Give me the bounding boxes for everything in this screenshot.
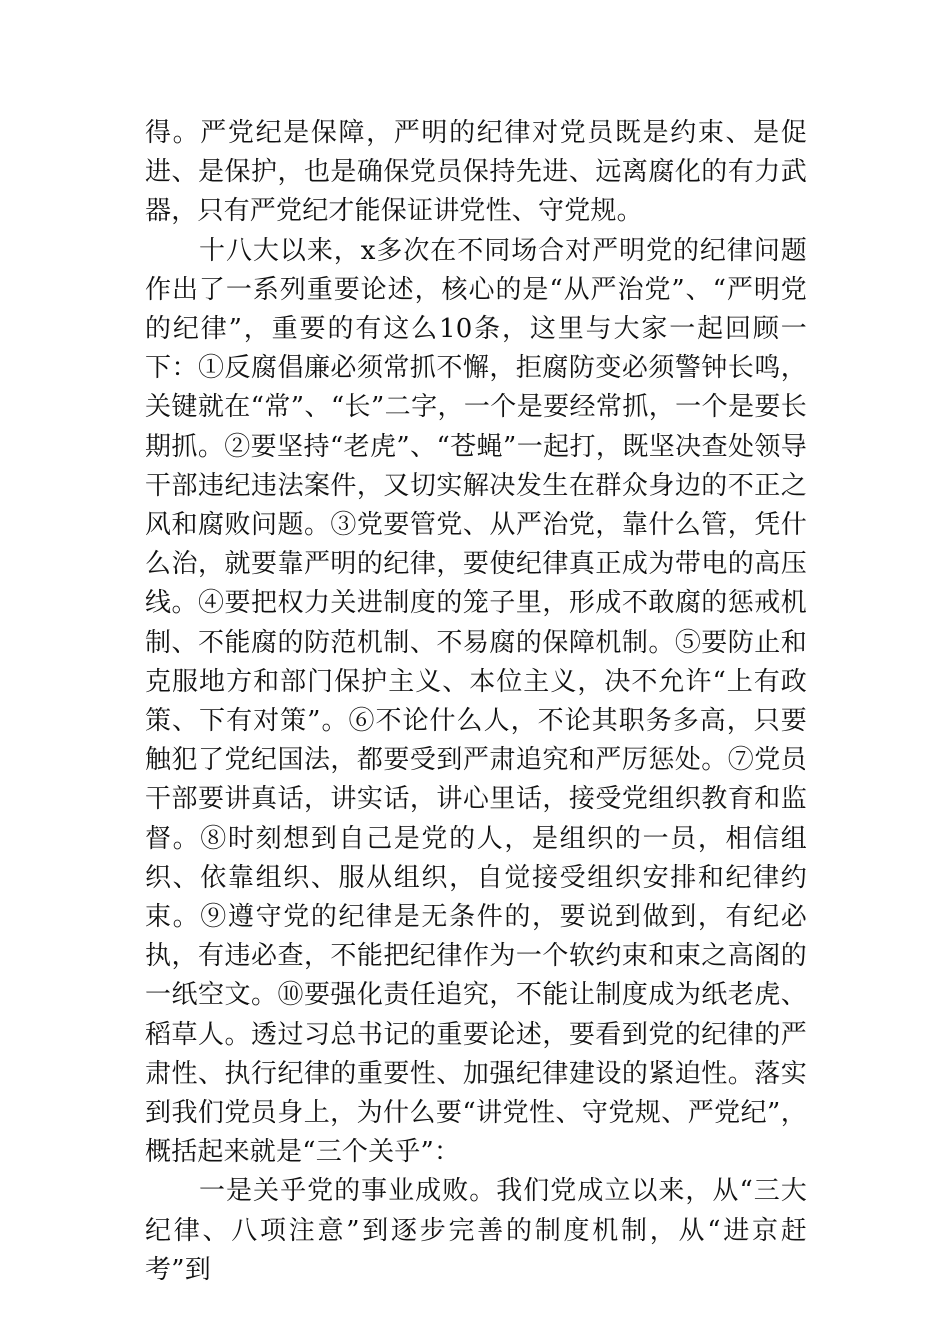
paragraph-discipline-review: 十八大以来，x多次在不同场合对严明党的纪律问题作出了一系列重要论述，核心的是“从严治党”、“严明党的纪律”，重要的有这么10条，这里与大家一起回顾一下：①反腐倡廉必须常抓不懈，拒腐防变必须警钟长鸣，关键就在“常”、“长”二字，一个是要经常抓，一个是要长期抓。②要坚持“老虎”、“苍蝇”一起打，既坚决查处领导干部违纪违法案件，又切实解决发生在群众身边的不正之风和腐败问题。③党要管党、从严治党，靠什么管，凭什么治，就要靠严明的纪律，要使纪律真正成为带电的高压线。④要把权力关进制度的笼子里，形成不敢腐的惩戒机制、不能腐的防范机制、不易腐的保障机制。⑤要防止和克服地方和部门保护主义、本位主义，决不允许“上有政策、下有对策”。⑥不论什么人，不论其职务多高，只要触犯了党纪国法，都要受到严肃追究和严厉惩处。⑦党员干部要讲真话，讲实话，讲心里话，接受党组织教育和监督。⑧时刻想到自己是党的人，是组织的一员，相信组织、依靠组织、服从组织，自觉接受组织安排和纪律约束。⑨遵守党的纪律是无条件的，要说到做到，有纪必执，有违必查，不能把纪律作为一个软约束和束之高阁的一纸空文。⑩要强化责任追究，不能让制度成为纸老虎、稻草人。透过习总书记的重要论述，要看到党的纪律的严肃性、执行纪律的重要性、加强纪律建设的紧迫性。落实到我们党员身上，为什么要“讲党性、守党规、严党纪”，概括起来就是“三个关乎”： [145,235,807,1168]
paragraph-party-cause: 一是关乎党的事业成败。我们党成立以来，从“三大纪律、八项注意”到逐步完善的制度机制，从“进京赶考”到 [145,1176,807,1285]
body-text [145,114,807,1290]
paragraph-continuation: 得。严党纪是保障，严明的纪律对党员既是约束、是促进、是保护，也是确保党员保持先进、远离腐化的有力武器，只有严党纪才能保证讲党性、守党规。 [145,118,807,227]
